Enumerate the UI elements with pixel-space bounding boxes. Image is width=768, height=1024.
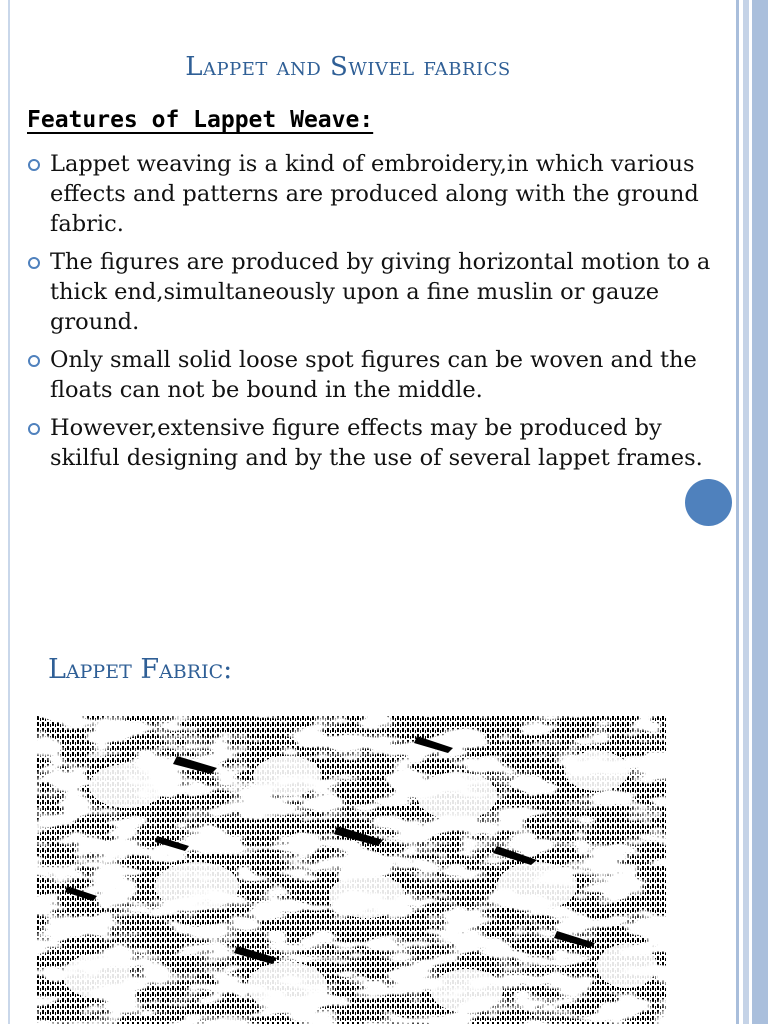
lappet-fabric-heading: Lappet Fabric: <box>48 654 233 685</box>
bullet-item <box>28 413 724 473</box>
bullet-text: Only small solid loose spot figures can be woven and the floats can not be bound in the middle. <box>50 347 697 403</box>
right-border-stripe <box>743 0 749 1024</box>
hollow-circle-bullet-icon <box>28 355 40 367</box>
bullet-text: The figures are produced by giving horizontal motion to a thick end,simultaneously upon a fine muslin or gauze ground. <box>50 249 711 335</box>
lappet-fabric-image <box>37 716 667 1024</box>
hollow-circle-bullet-icon <box>28 159 40 171</box>
bullet-item <box>28 149 724 239</box>
hollow-circle-bullet-icon <box>28 423 40 435</box>
features-subheading: Features of Lappet Weave: <box>27 107 374 133</box>
bullet-item <box>28 247 724 337</box>
slide-title: Lappet and Swivel fabrics <box>185 52 511 82</box>
left-border-rule <box>8 0 10 1024</box>
filled-circle-icon <box>685 479 732 526</box>
bullet-item <box>28 345 724 405</box>
right-border-stripe <box>736 0 739 1024</box>
right-border-stripe <box>752 0 768 1024</box>
hollow-circle-bullet-icon <box>28 257 40 269</box>
bullet-text: Lappet weaving is a kind of embroidery,in which various effects and patterns are produced along with the ground fabric. <box>50 151 699 237</box>
fabric-texture-graphic <box>37 716 667 1024</box>
bullet-text: However,extensive figure effects may be produced by skilful designing and by the use of several lappet frames. <box>50 415 703 471</box>
feature-bullet-list <box>28 149 724 481</box>
